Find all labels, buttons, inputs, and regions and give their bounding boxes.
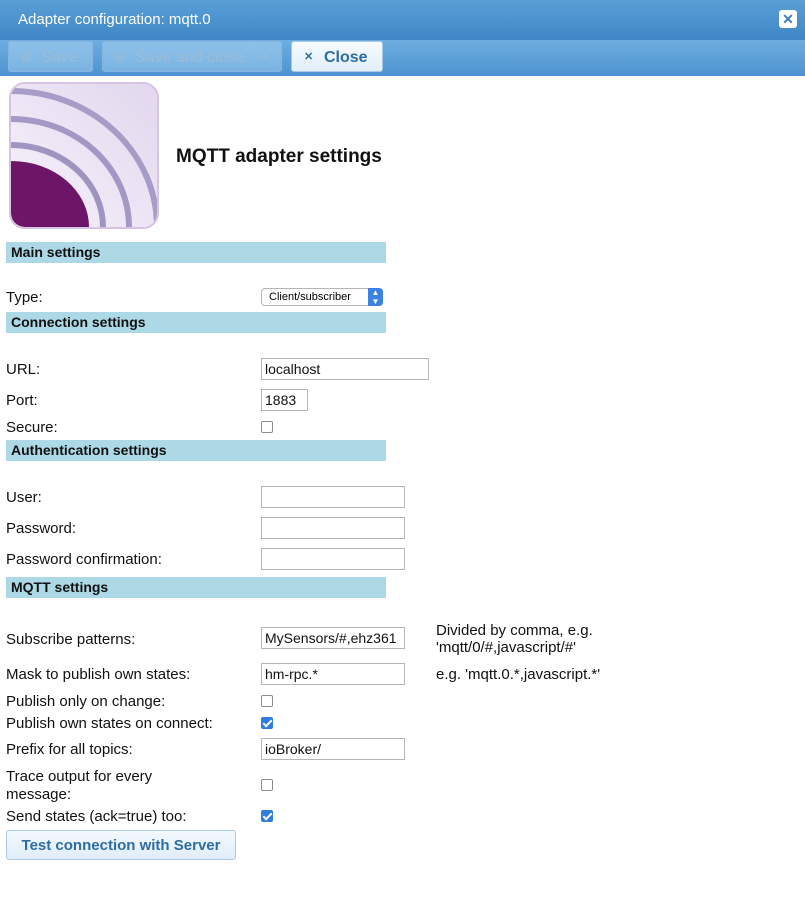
dialog-close-icon[interactable]: ✕ xyxy=(779,10,797,28)
prefix-label: Prefix for all topics: xyxy=(6,741,133,758)
close-icon: ✕ xyxy=(304,51,314,63)
test-connection-button[interactable]: Test connection with Server xyxy=(6,830,236,860)
toolbar xyxy=(0,40,805,76)
port-label: Port: xyxy=(6,392,38,409)
password-label: Password: xyxy=(6,520,77,537)
floppy-icon: ▤ xyxy=(21,51,32,63)
type-select-value: Client/subscriber xyxy=(269,291,351,303)
password-input[interactable] xyxy=(261,517,405,539)
page-title: MQTT adapter settings xyxy=(176,146,382,167)
trace-label-line-2: message: xyxy=(6,786,72,803)
password-confirmation-input[interactable] xyxy=(261,548,405,570)
type-select[interactable] xyxy=(261,288,383,306)
publish-on-change-checkbox[interactable] xyxy=(261,695,273,707)
trace-label-line-1: Trace output for every xyxy=(6,768,153,785)
chevron-updown-icon: ▲ ▼ xyxy=(368,288,383,306)
dialog-title: Adapter configuration: mqtt.0 xyxy=(18,11,211,28)
close-button-label: Close xyxy=(324,49,368,66)
dialog-titlebar xyxy=(0,0,805,41)
user-label: User: xyxy=(6,489,42,506)
trace-output-checkbox[interactable] xyxy=(261,779,273,791)
send-states-checkbox[interactable] xyxy=(261,810,273,822)
save-and-close-button[interactable] xyxy=(102,41,282,72)
close-button[interactable] xyxy=(291,41,383,72)
subscribe-patterns-input[interactable] xyxy=(261,627,405,649)
section-mqtt-settings: MQTT settings xyxy=(6,577,386,598)
port-input[interactable] xyxy=(261,389,308,411)
mask-hint: e.g. 'mqtt.0.*,javascript.*' xyxy=(436,666,601,683)
save-button-label: Save xyxy=(41,49,78,66)
publish-on-connect-checkbox[interactable] xyxy=(261,717,273,729)
section-authentication-settings: Authentication settings xyxy=(6,440,386,461)
mask-label: Mask to publish own states: xyxy=(6,666,191,683)
url-input[interactable] xyxy=(261,358,429,380)
subscribe-patterns-label: Subscribe patterns: xyxy=(6,631,136,648)
publish-on-change-label: Publish only on change: xyxy=(6,693,166,710)
save-button[interactable] xyxy=(8,41,93,72)
password-confirmation-label: Password confirmation: xyxy=(6,551,162,568)
close-icon: ✕ xyxy=(259,51,269,63)
mask-input[interactable] xyxy=(261,663,405,685)
prefix-input[interactable] xyxy=(261,738,405,760)
secure-label: Secure: xyxy=(6,419,58,436)
type-label: Type: xyxy=(6,289,43,306)
user-input[interactable] xyxy=(261,486,405,508)
url-label: URL: xyxy=(6,361,41,378)
send-states-label: Send states (ack=true) too: xyxy=(6,808,187,825)
secure-checkbox[interactable] xyxy=(261,421,273,433)
subscribe-hint-line-1: Divided by comma, e.g. xyxy=(436,622,593,639)
subscribe-hint-line-2: 'mqtt/0/#,javascript/#' xyxy=(436,639,576,656)
section-main-settings: Main settings xyxy=(6,242,386,263)
save-and-close-label: Save and close xyxy=(135,49,245,66)
floppy-icon: ▤ xyxy=(115,51,126,63)
publish-on-connect-label: Publish own states on connect: xyxy=(6,715,213,732)
mqtt-logo xyxy=(9,82,159,229)
section-connection-settings: Connection settings xyxy=(6,312,386,333)
